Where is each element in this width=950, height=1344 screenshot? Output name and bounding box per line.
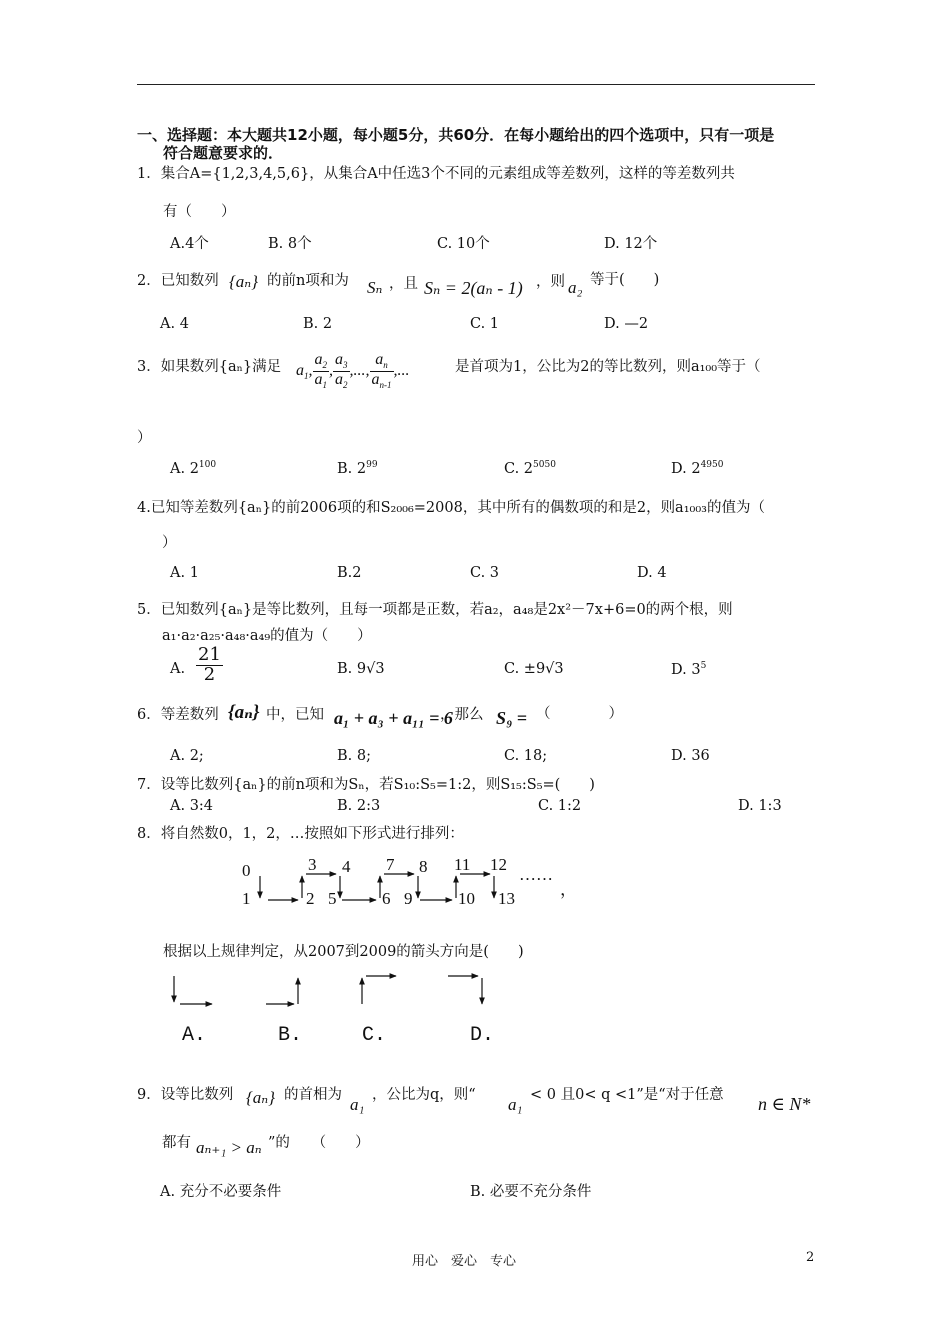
q1-stem: 1．集合A={1,2,3,4,5,6}，从集合A中任选3个不同的元素组成等差数列，这样的等差数列共 <box>137 166 735 182</box>
q7-stem: 7．设等比数列{aₙ}的前n项和为Sₙ，若S₁₀:S₅=1:2，则S₁₅:S₅=( ) <box>137 777 595 793</box>
q8-stem: 8．将自然数0，1，2，…按照如下形式进行排列： <box>137 826 464 842</box>
q5-option-b: B. 9√3 <box>337 661 385 677</box>
q3-close: ） <box>137 430 152 446</box>
diagram-num: 9 <box>404 889 413 908</box>
q9-sequence: {aₙ} <box>246 1088 275 1107</box>
q3-sequence-expression: $a_1$, $\frac{a_2}{a_1}$ , $\frac{a_3}{a_2}$ ,..., $\frac{a_n}{a_{n-1}}$ ,... <box>296 351 410 390</box>
diagram-num: 7 <box>386 855 395 874</box>
footer-motto: 用心 爱心 专心 <box>412 1254 517 1269</box>
q8-option-a: A. <box>182 1024 207 1047</box>
q5-option-a-fraction: $\frac{21}{2}$ <box>198 644 221 685</box>
q4-option-b: B.2 <box>337 565 362 581</box>
q4-option-c: C. 3 <box>470 565 500 581</box>
q1-stem-cont: 有（ ） <box>163 204 236 220</box>
q4-option-a: A. 1 <box>170 565 199 581</box>
q5-option-d: D. $3^5$ <box>671 661 707 678</box>
q7-option-d: D. 1:3 <box>738 798 782 814</box>
diagram-num: 4 <box>342 857 351 876</box>
q8-option-b: B. <box>278 1024 303 1047</box>
q2-a2: a₂ <box>568 278 583 297</box>
q9-prefix: 9．设等比数列 <box>137 1087 234 1103</box>
q9-a1-b: a₁ <box>508 1095 523 1114</box>
q1-option-c: C. 10个 <box>437 236 490 252</box>
diagram-num: 2 <box>306 889 315 908</box>
q4-option-d: D. 4 <box>637 565 667 581</box>
diagram-num: 5 <box>328 889 337 908</box>
q4-stem-cont: ） <box>162 535 177 551</box>
q7-option-b: B. 2:3 <box>337 798 381 814</box>
q9-option-b: B. 必要不充分条件 <box>470 1184 592 1200</box>
header-rule <box>137 84 815 85</box>
q9-line2-suffix: ”的 （ ） <box>268 1135 370 1151</box>
section-heading-cont: 符合题意要求的． <box>163 144 284 162</box>
q9-mid2: ，公比为q，则“ <box>372 1087 476 1103</box>
q5-stem-cont: a₁·a₂·a₂₅·a₄₈·a₄₉的值为（ ） <box>162 628 372 644</box>
q6-suffix: （ ） <box>536 706 623 722</box>
q2-prefix: 2．已知数列 <box>137 273 219 289</box>
q6-mid: 中，已知 <box>266 707 324 723</box>
q2-mid: 的前n项和为 <box>267 273 349 289</box>
q8-number-arrangement-diagram <box>230 850 590 915</box>
diagram-comma: ， <box>560 880 577 899</box>
diagram-num: 13 <box>498 889 515 908</box>
q9-n-in-n-star: n ∈ N* <box>758 1094 811 1114</box>
q9-condition: < 0 且0< q <1”是“对于任意 <box>530 1087 724 1103</box>
diagram-ellipsis: …… <box>519 865 553 884</box>
q9-mid: 的首相为 <box>284 1087 342 1103</box>
q5-option-c: C. ±9√3 <box>504 661 564 677</box>
q2-sn: Sₙ <box>367 278 383 297</box>
q6-option-a: A. 2; <box>170 748 204 764</box>
q2-suffix: 等于( ) <box>590 272 660 288</box>
q7-option-c: C. 1:2 <box>538 798 582 814</box>
q2-mid3: ，则 <box>536 274 565 290</box>
q8-question: 根据以上规律判定，从2007到2009的箭头方向是( ) <box>163 944 524 960</box>
q8-option-c: C. <box>362 1024 387 1047</box>
diagram-num: 1 <box>242 889 251 908</box>
q1-option-b: B. 8个 <box>268 236 312 252</box>
q9-a1: a₁ <box>350 1095 365 1114</box>
q6-mid2: ，那么 <box>440 707 484 723</box>
diagram-num: 6 <box>382 889 391 908</box>
q6-sequence: {aₙ} <box>228 702 260 723</box>
page-number: 2 <box>806 1250 815 1265</box>
q4-stem: 4.已知等差数列{aₙ}的前2006项的和S₂₀₀₆=2008，其中所有的偶数项的和是2，则a₁₀₀₃的值为（ <box>137 500 765 516</box>
q2-mid2: ，且 <box>389 276 418 292</box>
q6-equation: a₁ + a₃ + a₁₁ = 6 <box>334 708 453 728</box>
q1-option-d: D. 12个 <box>604 236 658 252</box>
q2-sequence: {aₙ} <box>229 272 258 291</box>
q2-option-c: C. 1 <box>470 316 500 332</box>
q6-option-d: D. 36 <box>671 748 710 764</box>
q6-option-b: B. 8; <box>337 748 371 764</box>
diagram-num: 10 <box>458 889 475 908</box>
q3-prefix: 3．如果数列{aₙ}满足 <box>137 359 282 375</box>
q2-option-a: A. 4 <box>160 316 189 332</box>
q6-prefix: 6．等差数列 <box>137 707 219 723</box>
q9-line2-prefix: 都有 <box>162 1135 191 1151</box>
diagram-num: 11 <box>454 855 471 874</box>
q1-option-a: A.4个 <box>170 236 209 252</box>
q2-option-b: B. 2 <box>303 316 333 332</box>
q3-suffix: 是首项为1，公比为2的等比数列，则a₁₀₀等于（ <box>455 359 761 375</box>
diagram-num: 3 <box>308 855 317 874</box>
q3-option-c: C. $2^{5050}$ <box>504 460 556 477</box>
diagram-num: 8 <box>419 857 428 876</box>
q6-option-c: C. 18; <box>504 748 548 764</box>
q3-option-b: B. $2^{99}$ <box>337 460 378 477</box>
diagram-num: 0 <box>242 861 251 880</box>
q3-option-a: A. $2^{100}$ <box>170 460 217 477</box>
q6-s9: S₉ = <box>496 708 528 728</box>
q9-option-a: A. 充分不必要条件 <box>160 1184 282 1200</box>
q5-stem: 5．已知数列{aₙ}是等比数列，且每一项都是正数，若a₂，a₄₈是2x²－7x+6=0的两个根，则 <box>137 602 733 618</box>
q2-equation: Sₙ = 2(aₙ - 1) <box>424 278 523 298</box>
q5-option-a-label: A. <box>170 661 186 677</box>
q3-option-d: D. $2^{4950}$ <box>671 460 724 477</box>
q8-option-d: D. <box>470 1024 495 1047</box>
q7-option-a: A. 3:4 <box>170 798 214 814</box>
diagram-num: 12 <box>490 855 507 874</box>
q2-option-d: D. —2 <box>604 316 649 332</box>
q9-inequality: aₙ₊₁ > aₙ <box>196 1138 262 1157</box>
section-heading: 一、选择题：本大题共12小题，每小题5分，共60分．在每小题给出的四个选项中，只有一项是 <box>137 126 775 144</box>
q8-option-arrows <box>160 970 500 1010</box>
